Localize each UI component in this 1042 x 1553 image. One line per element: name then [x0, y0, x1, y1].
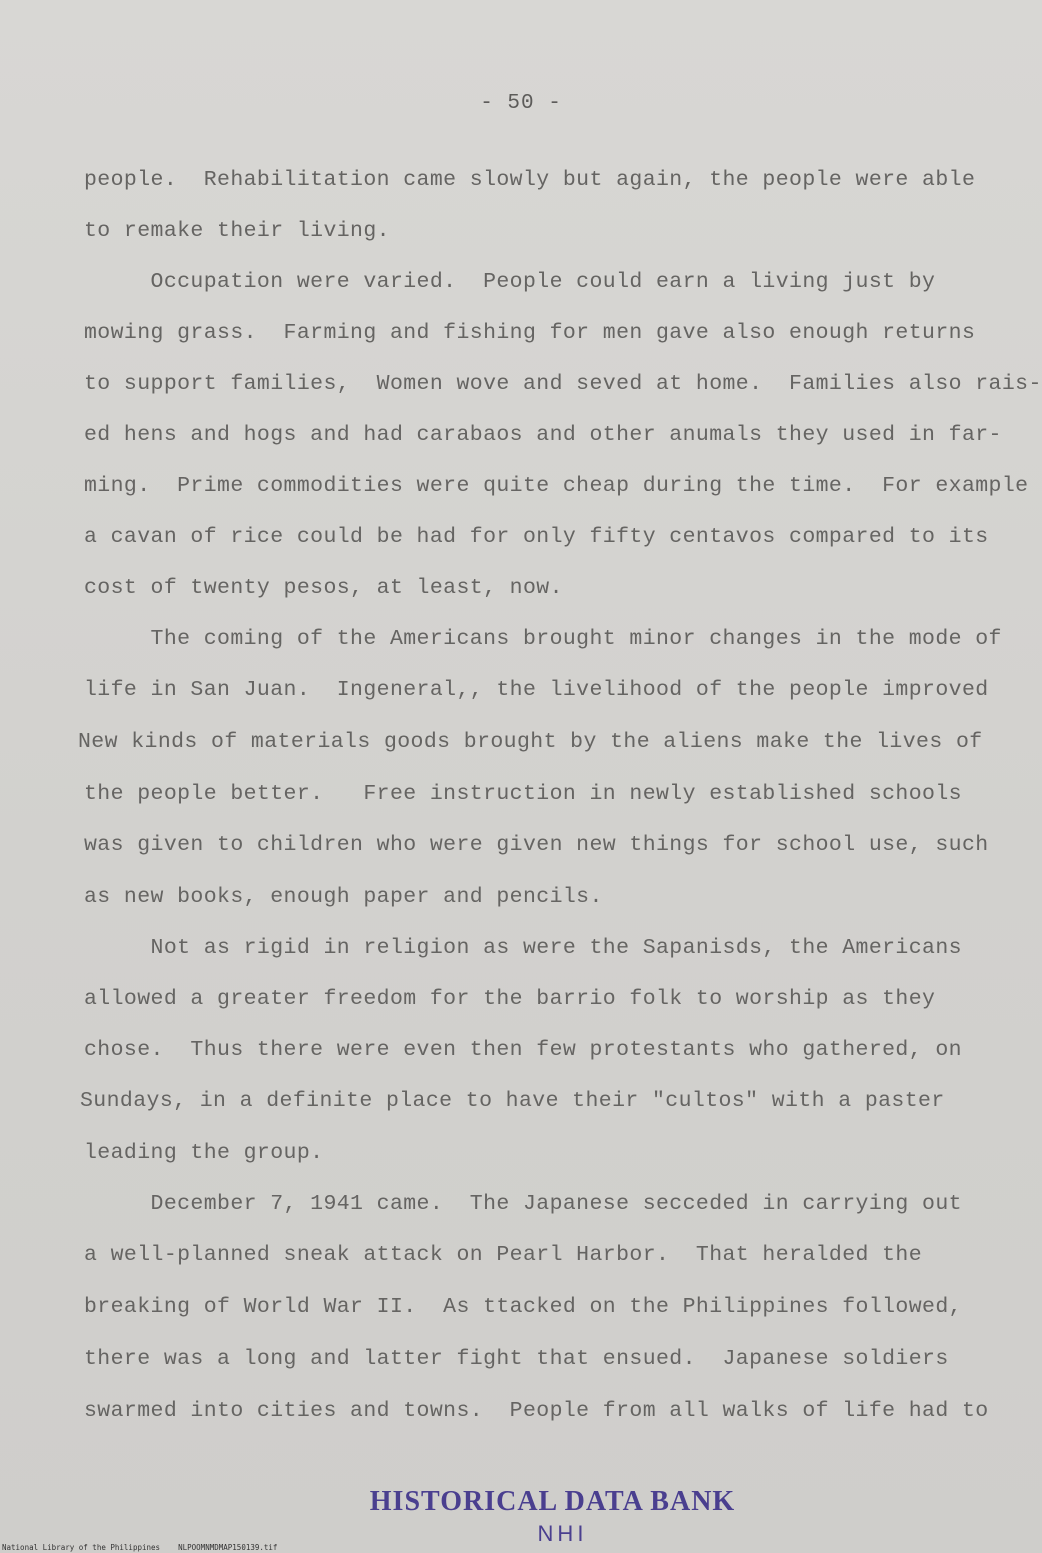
- text-line: allowed a greater freedom for the barrio folk to worship as they: [84, 987, 936, 1011]
- archive-stamp-subtitle: NHI: [537, 1521, 588, 1546]
- text-line: cost of twenty pesos, at least, now.: [84, 576, 563, 600]
- text-line: Sundays, in a definite place to have their "cultos" with a paster: [80, 1089, 945, 1113]
- text-line: to support families, Women wove and seved at home. Families also rais-: [84, 372, 1042, 396]
- text-line: the people better. Free instruction in newly established schools: [84, 782, 962, 806]
- text-line: Not as rigid in religion as were the Sapanisds, the Americans: [84, 936, 962, 960]
- text-line: as new books, enough paper and pencils.: [84, 885, 603, 909]
- text-line: people. Rehabilitation came slowly but again, the people were able: [84, 168, 976, 192]
- archive-stamp-title: HISTORICAL DATA BANK: [369, 1486, 736, 1517]
- text-line: a cavan of rice could be had for only fifty centavos compared to its: [84, 525, 989, 549]
- text-line: swarmed into cities and towns. People from all walks of life had to: [84, 1399, 989, 1423]
- text-line: was given to children who were given new things for school use, such: [84, 833, 989, 857]
- text-line: Occupation were varied. People could earn a living just by: [84, 270, 936, 294]
- text-line: mowing grass. Farming and fishing for men gave also enough returns: [84, 321, 976, 345]
- page-number: - 50 -: [480, 92, 562, 115]
- text-line: December 7, 1941 came. The Japanese secceded in carrying out: [84, 1192, 962, 1216]
- text-line: to remake their living.: [84, 219, 390, 243]
- text-line: chose. Thus there were even then few protestants who gathered, on: [84, 1038, 962, 1062]
- text-line: breaking of World War II. As ttacked on the Philippines followed,: [84, 1295, 962, 1319]
- text-line: ming. Prime commodities were quite cheap during the time. For example: [84, 474, 1029, 498]
- text-line: ed hens and hogs and had carabaos and other anumals they used in far-: [84, 423, 1002, 447]
- scan-footer: National Library of the Philippines NLPOOMNMDMAP150139.tif: [2, 1543, 278, 1552]
- text-line: a well-planned sneak attack on Pearl Harbor. That heralded the: [84, 1243, 923, 1267]
- text-line: leading the group.: [84, 1141, 324, 1165]
- text-line: New kinds of materials goods brought by the aliens make the lives of: [78, 730, 983, 754]
- text-line: life in San Juan. Ingeneral,, the livelihood of the people improved: [84, 678, 989, 702]
- text-line: there was a long and latter fight that ensued. Japanese soldiers: [84, 1347, 949, 1371]
- text-line: The coming of the Americans brought minor changes in the mode of: [84, 627, 1002, 651]
